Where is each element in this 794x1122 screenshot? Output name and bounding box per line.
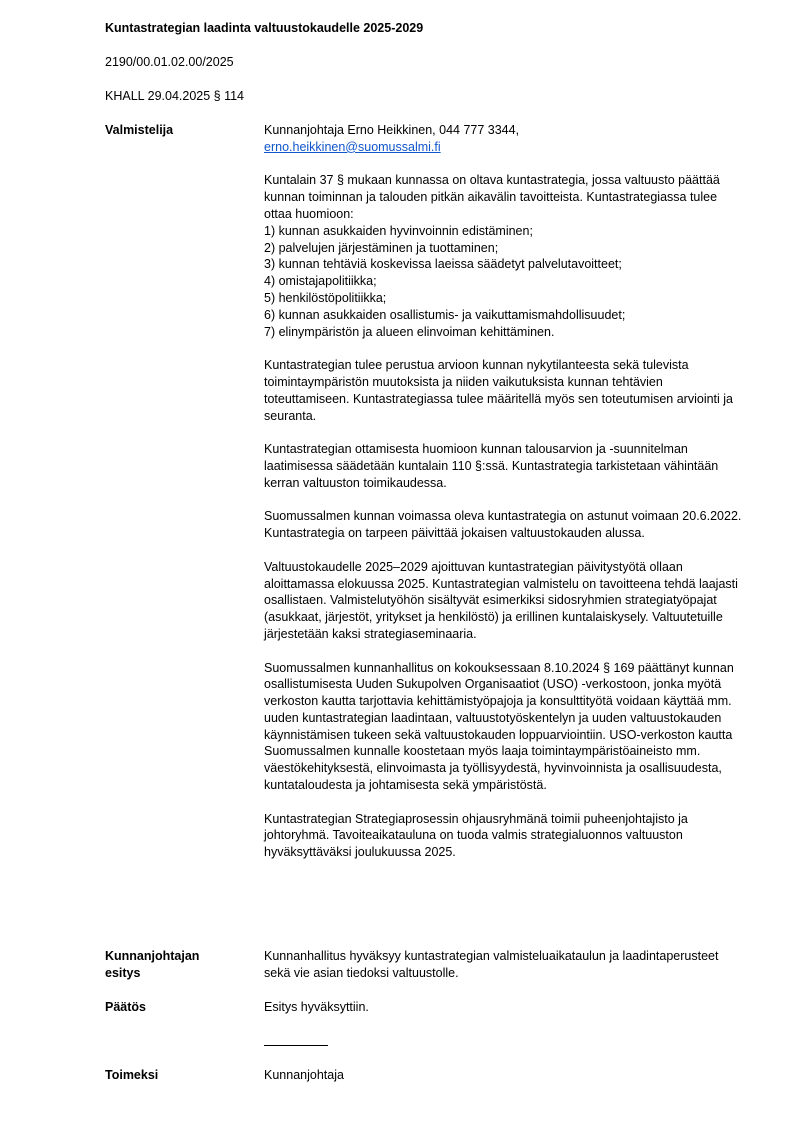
requirement-list-item: 4) omistajapolitiikka; [264,274,377,289]
body-paragraph: Suomussalmen kunnanhallitus on kokouksessaan 8.10.2024 § 169 päättänyt kunnan osallistumisesta Uuden Sukupolven Organisaatiot (USO) -verkostoon, jonka myötä verkoston kautta tarjottavia kehittämistyöpajoja ja konsulttityötä voidaan käyttää mm. uuden kuntastrategian laadintaan, valtuustotyöskentelyn ja uuden valtuustokauden käynnistämisen tukeen sekä valtuustokauden loppuarviointiin. USO-verkoston kautta Suomussalmen kunnalle koostetaan myös laaja toimintaympäristöaineisto mm. väestökehityksestä, elinvoimasta ja työllisyydestä, hyvinvoinnista ja osallisuudesta, kuntataloudesta ja johtamisesta sekä ympäristöstä. [264,660,734,793]
preparer-label: Valmistelija [105,123,174,137]
preparer-contact-block [264,122,742,156]
strategy-requirements-paragraph [264,172,742,340]
case-number: 2190/00.01.02.00/2025 [105,55,234,69]
decision-text: Esitys hyväksyttiin. [264,1000,369,1014]
proposal-label [105,948,255,982]
preparer-body [264,122,742,861]
requirement-list-item: 6) kunnan asukkaiden osallistumis- ja vaikuttamismahdollisuudet; [264,307,626,322]
requirement-list-item: 2) palvelujen järjestäminen ja tuottaminen; [264,240,499,255]
proposal-text: Kunnanhallitus hyväksyy kuntastrategian valmisteluaikataulun ja laadintaperusteet sekä vie asian tiedoksi valtuustolle. [264,949,719,980]
document-title: Kuntastrategian laadinta valtuustokaudelle 2025-2029 [105,21,424,35]
proposal-label-line1: Kunnanjohtajan [105,949,200,963]
requirement-list-item: 7) elinympäristön ja alueen elinvoiman kehittäminen. [264,324,555,339]
body-paragraph: Kuntastrategian ottamisesta huomioon kunnan talousarvion ja -suunnitelman laatimisessa säädetään kuntalain 110 §:ssä. Kuntastrategia tarkistetaan vähintään kerran valtuuston toimikaudessa. [264,442,719,490]
body-paragraph: Valtuustokaudelle 2025–2029 ajoittuvan kuntastrategian päivitystyötä ollaan aloittamassa elokuussa 2025. Kuntastrategian valmistelu on tavoitteena tehdä laajasti osallistaen. Valmistelutyöhön sisältyvät esimerkiksi sidosryhmien strategiatyöpajat (asukkaat, järjestöt, yritykset ja henkilöstö) ja erillinen kuntalaiskysely. Valtuutetuille järjestetään kaksi strategiaseminaaria. [264,559,738,641]
requirement-list-item: 1) kunnan asukkaiden hyvinvoinnin edistäminen; [264,223,533,238]
meeting-reference: KHALL 29.04.2025 § 114 [105,89,245,103]
decision-label: Päätös [105,1000,146,1014]
body-paragraph: Kuntastrategian tulee perustua arvioon kunnan nykytilanteesta sekä tulevista toimintaympäristön muutoksista ja niiden vaikutuksista kunnan tehtävien toteuttamiseen. Kuntastrategiassa tulee määritellä myös sen toteutumisen arviointi ja seuranta. [264,358,733,423]
requirement-list-item: 3) kunnan tehtäviä koskevissa laeissa säädetyt palvelutavoitteet; [264,257,622,272]
strategy-requirements-intro: Kuntalain 37 § mukaan kunnassa on oltava kuntastrategia, jossa valtuusto päättää kunnan toiminnan ja talouden pitkän aikavälin tavoitteista. Kuntastrategiassa tulee ottaa huomioon: [264,173,720,221]
proposal-label-line2: esitys [105,965,141,980]
requirement-list-item: 5) henkilöstöpolitiikka; [264,290,387,305]
action-label: Toimeksi [105,1068,159,1082]
body-paragraph: Suomussalmen kunnan voimassa oleva kuntastrategia on astunut voimaan 20.6.2022. Kuntastrategia on tarpeen päivittää jokaisen valtuustokauden alussa. [264,509,742,541]
signature-divider [264,1045,328,1046]
action-text: Kunnanjohtaja [264,1068,344,1082]
preparer-email-link[interactable]: erno.heikkinen@suomussalmi.fi [264,139,441,154]
body-paragraph: Kuntastrategian Strategiaprosessin ohjausryhmänä toimii puheenjohtajisto ja johtoryhmä. Tavoiteaikatauluna on tuoda valmis strategialuonnos valtuuston hyväksyttäväksi joulukuussa 2025. [264,811,688,860]
preparer-contact: Kunnanjohtaja Erno Heikkinen, 044 777 3344, [264,123,520,137]
